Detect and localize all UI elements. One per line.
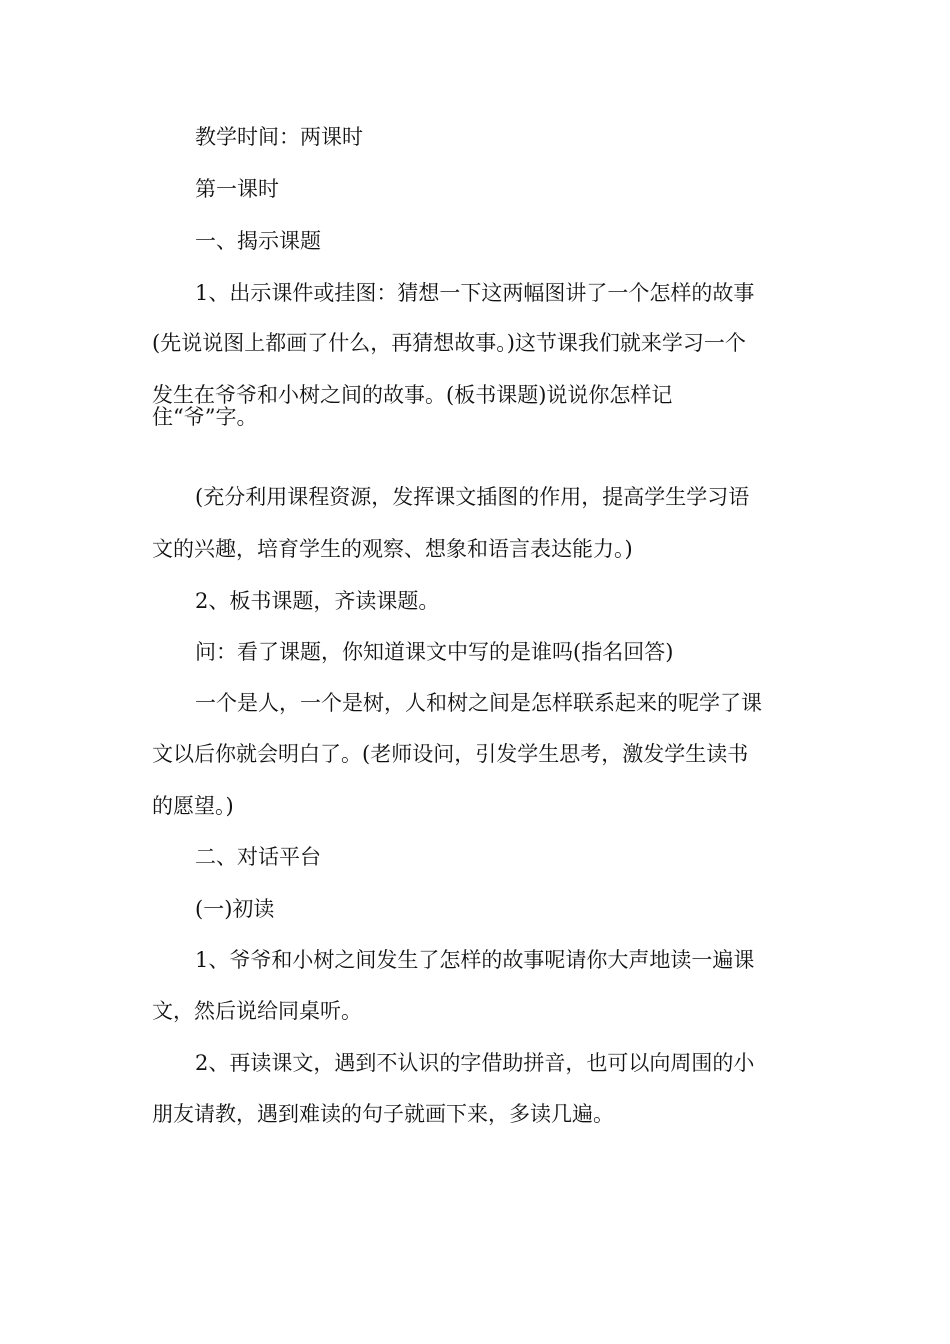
paragraph-line: 1、出示课件或挂图：猜想一下这两幅图讲了一个怎样的故事 bbox=[195, 281, 755, 305]
paragraph-line: (充分利用课程资源，发挥课文插图的作用，提高学生学习语 bbox=[195, 485, 750, 509]
paragraph-line: 问：看了课题，你知道课文中写的是谁吗(指名回答) bbox=[195, 640, 674, 664]
paragraph-line: 发生在爷爷和小树之间的故事。(板书课题)说说你怎样记 bbox=[152, 383, 673, 407]
paragraph-line: 住“爷”字。 bbox=[152, 405, 258, 429]
paragraph-line: (先说说图上都画了什么，再猜想故事。)这节课我们就来学习一个 bbox=[152, 331, 746, 355]
paragraph-line: 朋友请教，遇到难读的句子就画下来，多读几遍。 bbox=[152, 1102, 614, 1126]
paragraph-line: 文以后你就会明白了。(老师设问，引发学生思考，激发学生读书 bbox=[152, 742, 749, 766]
paragraph-line: 文的兴趣，培育学生的观察、想象和语言表达能力。) bbox=[152, 537, 633, 561]
paragraph-line: 2、板书课题，齐读课题。 bbox=[195, 589, 440, 613]
paragraph-line: 文，然后说给同桌听。 bbox=[152, 999, 362, 1023]
teaching-time: 教学时间：两课时 bbox=[195, 125, 363, 149]
paragraph-line: 1、爷爷和小树之间发生了怎样的故事呢请你大声地读一遍课 bbox=[195, 948, 755, 972]
paragraph-line: 一个是人，一个是树，人和树之间是怎样联系起来的呢学了课 bbox=[195, 691, 762, 715]
paragraph-line: 的愿望。) bbox=[152, 794, 234, 818]
section-heading-1: 一、揭示课题 bbox=[195, 229, 321, 253]
subsection-heading: (一)初读 bbox=[195, 897, 275, 921]
lesson-title: 第一课时 bbox=[195, 177, 279, 201]
section-heading-2: 二、对话平台 bbox=[195, 845, 321, 869]
paragraph-line: 2、再读课文，遇到不认识的字借助拼音，也可以向周围的小 bbox=[195, 1051, 755, 1075]
